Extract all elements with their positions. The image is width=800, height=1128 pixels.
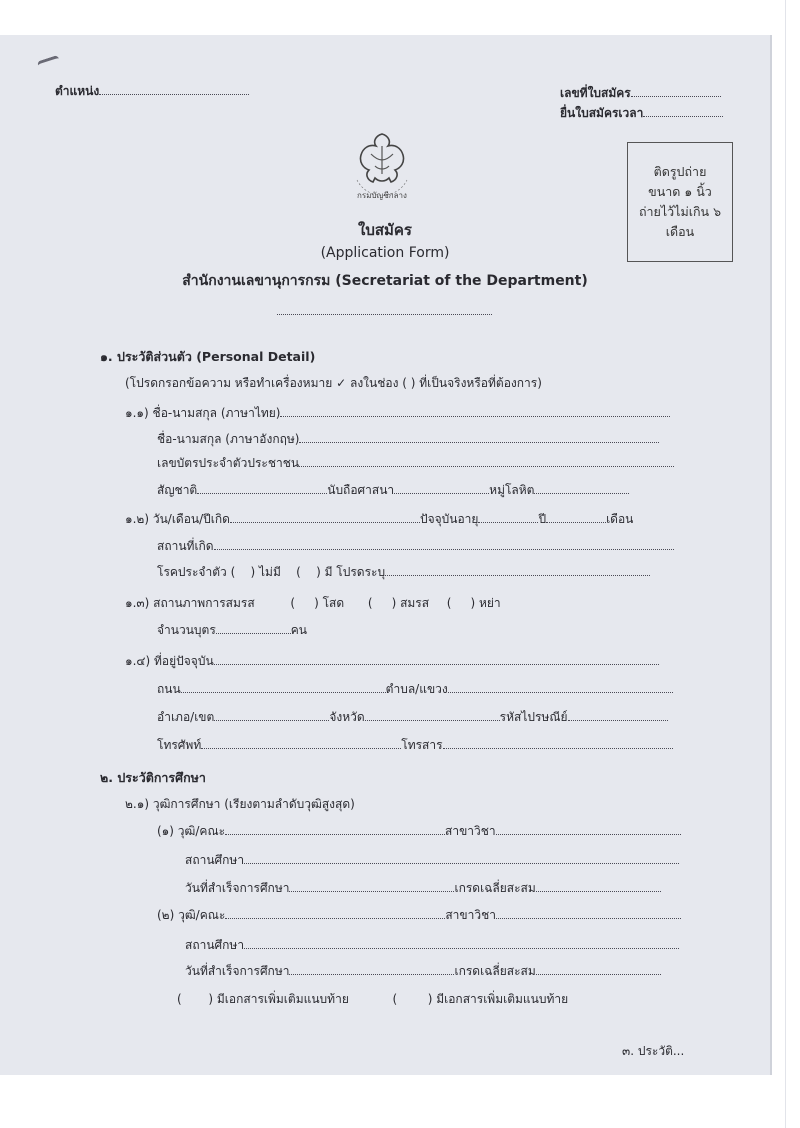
submit-time-field[interactable]: ยื่นใบสมัครเวลา — [560, 104, 723, 123]
postal-code-field[interactable]: รหัสไปรษณีย์ — [500, 710, 668, 724]
graduation-date1-field[interactable]: วันที่สำเร็จการศึกษา — [185, 881, 454, 895]
address-field[interactable]: ๑.๔) ที่อยู่ปัจจุบัน — [125, 652, 659, 671]
title-underline — [277, 300, 492, 319]
district-field[interactable]: อำเภอ/เขต — [157, 710, 329, 724]
gpa2-field[interactable]: เกรดเฉลี่ยสะสม — [454, 964, 660, 978]
district-row — [157, 708, 668, 727]
photo-placeholder-box: ติดรูปถ่าย ขนาด ๑ นิ้ว ถ่ายไว้ไม่เกิน ๖ เดือน — [627, 142, 733, 262]
form-title-thai: ใบสมัคร — [358, 221, 412, 239]
id-card-field[interactable]: เลขบัตรประจำตัวประชาชน — [157, 454, 674, 473]
graduation-date2-field[interactable]: วันที่สำเร็จการศึกษา — [185, 964, 454, 978]
birth-date-field[interactable]: ๑.๒) วัน/เดือน/ปีเกิด — [125, 512, 420, 526]
name-english-field[interactable]: ชื่อ-นามสกุล (ภาษาอังกฤษ) — [157, 430, 659, 449]
birth-place-field[interactable]: สถานที่เกิด — [157, 537, 674, 556]
age-months-field[interactable]: เดือน — [546, 512, 633, 526]
phone-row — [157, 736, 673, 755]
institution2-field[interactable]: สถานศึกษา — [185, 936, 679, 955]
marital-divorced-checkbox[interactable]: ( ) หย่า — [446, 596, 501, 610]
degree2-row — [157, 906, 681, 925]
gpa1-field[interactable]: เกรดเฉลี่ยสะสม — [454, 881, 660, 895]
section2-subheading: ๒.๑) วุฒิการศึกษา (เรียงตามลำดับวุฒิสูงสุด) — [125, 797, 355, 811]
birth-row — [125, 510, 633, 529]
checkmark-icon: ✓ — [336, 376, 347, 390]
children-field[interactable]: จำนวนบุตร คน — [157, 623, 308, 637]
subdistrict-field[interactable]: ตำบล/แขวง — [386, 682, 673, 696]
attachment-checkbox-2[interactable]: ( ) มีเอกสารเพิ่มเติมแนบท้าย — [392, 992, 569, 1006]
institution1-field[interactable]: สถานศึกษา — [185, 851, 679, 870]
svg-text:กรมบัญชีกลาง: กรมบัญชีกลาง — [357, 191, 407, 200]
graduation2-row — [185, 962, 661, 981]
major1-field[interactable]: สาขาวิชา — [445, 824, 681, 838]
application-no-field[interactable]: เลขที่ใบสมัคร — [560, 84, 721, 103]
garuda-emblem-icon — [345, 128, 420, 203]
graduation1-row — [185, 879, 661, 898]
disease-row: โรคประจำตัว ( ) ไม่มี ( ) มี โปรดระบุ — [157, 563, 650, 582]
degree1-field[interactable]: (๑) วุฒิ/คณะ — [157, 824, 445, 838]
marital-row: ๑.๓) สถานภาพการสมรส ( ) โสด ( ) สมรส ( ) หย่า — [125, 596, 501, 610]
phone-field[interactable]: โทรศัพท์ — [157, 738, 401, 752]
attachment-checkbox-1[interactable]: ( ) มีเอกสารเพิ่มเติมแนบท้าย — [177, 992, 349, 1006]
religion-field[interactable]: นับถือศาสนา — [327, 483, 489, 497]
road-row — [157, 680, 673, 699]
nationality-row — [157, 481, 629, 500]
disease-none-checkbox[interactable]: ( ) ไม่มี — [230, 565, 281, 579]
road-field[interactable]: ถนน — [157, 682, 386, 696]
province-field[interactable]: จังหวัด — [329, 710, 499, 724]
continued-label: ๓. ประวัติ... — [622, 1044, 685, 1058]
degree2-field[interactable]: (๒) วุฒิ/คณะ — [157, 908, 445, 922]
degree1-row — [157, 822, 681, 841]
marital-single-checkbox[interactable]: ( ) โสด — [290, 596, 345, 610]
attachments-row — [177, 990, 568, 1009]
major2-field[interactable]: สาขาวิชา — [445, 908, 681, 922]
blood-type-field[interactable]: หมู่โลหิต — [489, 483, 629, 497]
fax-field[interactable]: โทรสาร — [401, 738, 672, 752]
section1-heading: ๑. ประวัติส่วนตัว (Personal Detail) — [100, 349, 316, 364]
office-title: สำนักงานเลขานุการกรม (Secretariat of the Department) — [182, 273, 588, 289]
age-years-field[interactable]: ปัจจุบันอายุ ปี — [419, 512, 547, 526]
name-thai-field[interactable]: ๑.๑) ชื่อ-นามสกุล (ภาษาไทย) — [125, 404, 670, 423]
nationality-field[interactable]: สัญชาติ — [157, 483, 327, 497]
section2-heading: ๒. ประวัติการศึกษา — [100, 770, 206, 785]
position-field[interactable]: ตำแหน่ง — [55, 82, 249, 101]
marital-married-checkbox[interactable]: ( ) สมรส — [367, 596, 430, 610]
disease-has-checkbox[interactable]: ( ) มี โปรดระบุ — [296, 565, 386, 579]
form-title-english: (Application Form) — [320, 245, 450, 261]
scan-edge-line — [785, 0, 786, 1128]
disease-detail-field[interactable] — [385, 565, 650, 579]
section1-instruction: (โปรดกรอกข้อความ หรือทำเครื่องหมาย ✓ ลงในช่อง ( ) ที่เป็นจริงหรือที่ต้องการ) — [125, 376, 542, 390]
